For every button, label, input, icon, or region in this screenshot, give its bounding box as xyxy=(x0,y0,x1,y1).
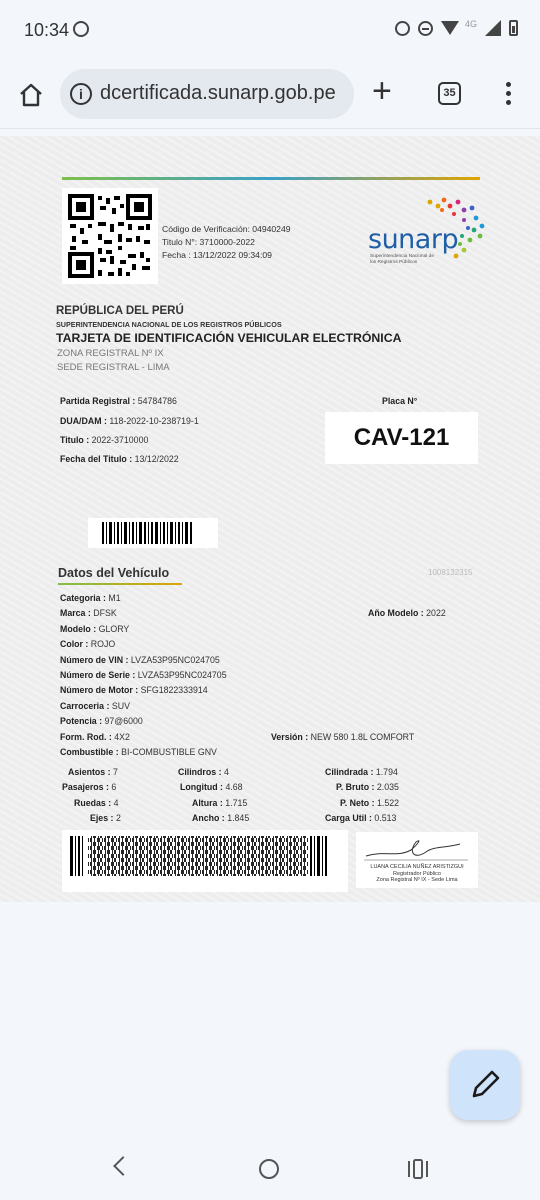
vehicle-serie xyxy=(60,670,227,680)
carga-value: 0.513 xyxy=(374,813,397,823)
url-text: dcertificada.sunarp.gob.pe xyxy=(100,82,336,104)
barcode-pdf417 xyxy=(62,830,348,892)
new-tab-icon[interactable]: + xyxy=(372,72,392,110)
home-circle-icon[interactable] xyxy=(259,1159,279,1179)
sunarp-logo-word: sunarp xyxy=(368,224,459,255)
vehicle-cilindrada xyxy=(325,767,398,777)
wifi-icon xyxy=(441,21,459,35)
ruedas-label: Ruedas : xyxy=(74,798,112,808)
sunarp-logo-subtitle: Superintendencia Nacional de los Registros Públicos xyxy=(370,254,435,265)
potencia-label: Potencia : xyxy=(60,716,103,726)
pasajeros-value: 6 xyxy=(111,782,117,792)
carroceria-label: Carroceria : xyxy=(60,701,110,711)
modelo-value: GLORY xyxy=(98,624,130,634)
vehicle-color xyxy=(60,639,115,649)
verification-code: Código de Verificación: 04940249 xyxy=(162,224,291,234)
status-time: 10:34 xyxy=(24,20,70,40)
vehicle-marca xyxy=(60,608,117,618)
combustible-label: Combustible : xyxy=(60,747,119,757)
vehicle-carroceria xyxy=(60,701,130,711)
do-not-disturb-icon xyxy=(418,21,433,36)
back-icon[interactable] xyxy=(113,1156,133,1176)
vehicle-combustible xyxy=(60,747,217,757)
titulo-label: Titulo : xyxy=(60,435,90,445)
signature-text xyxy=(360,864,474,884)
battery-icon xyxy=(509,20,518,36)
vehicle-asientos xyxy=(68,767,118,777)
cilindros-value: 4 xyxy=(223,767,229,777)
edit-fab-button[interactable] xyxy=(450,1050,520,1120)
signer-zone: Zona Registral Nº IX - Sede Lima xyxy=(376,877,458,883)
anio-value: 2022 xyxy=(426,608,446,618)
color-value: ROJO xyxy=(90,639,116,649)
status-icons xyxy=(395,20,518,36)
vehicle-section-title: Datos del Vehículo xyxy=(58,566,170,580)
asientos-label: Asientos : xyxy=(68,767,111,777)
alarm-icon xyxy=(395,21,410,36)
partida-label: Partida Registral : xyxy=(60,396,136,406)
longitud-label: Longitud : xyxy=(180,782,223,792)
carga-label: Carga Util : xyxy=(325,813,372,823)
vehicle-longitud xyxy=(180,782,243,792)
qr-code xyxy=(62,188,158,284)
color-stripe xyxy=(62,177,480,180)
marca-label: Marca : xyxy=(60,608,91,618)
vehicle-ancho xyxy=(192,813,249,823)
vehicle-altura xyxy=(192,798,247,808)
pbruto-label: P. Bruto : xyxy=(336,782,375,792)
color-label: Color : xyxy=(60,639,89,649)
formrod-value: 4X2 xyxy=(114,732,130,742)
section-underline xyxy=(58,583,182,585)
vehicle-modelo xyxy=(60,624,129,634)
dua-dam xyxy=(60,416,199,426)
vehicle-peso-bruto xyxy=(336,782,399,792)
dua-value: 118-2022-10-238719-1 xyxy=(109,416,199,426)
ejes-label: Ejes : xyxy=(90,813,114,823)
document-title: TARJETA DE IDENTIFICACIÓN VEHICULAR ELECTRÓNICA xyxy=(56,331,402,345)
altura-value: 1.715 xyxy=(225,798,248,808)
tab-switcher-button[interactable]: 35 xyxy=(438,82,461,105)
anio-label: Año Modelo : xyxy=(368,608,424,618)
vehicle-potencia xyxy=(60,716,143,726)
placa-label: Placa N° xyxy=(382,396,418,406)
vin-label: Número de VIN : xyxy=(60,655,129,665)
ancho-value: 1.845 xyxy=(227,813,250,823)
status-bar xyxy=(0,0,540,62)
ancho-label: Ancho : xyxy=(192,813,225,823)
serie-label: Número de Serie : xyxy=(60,670,136,680)
signer-role: Registrador Público xyxy=(393,870,441,877)
verification-block xyxy=(162,223,291,262)
sede-line: SEDE REGISTRAL - LIMA xyxy=(57,362,170,373)
categoria-value: M1 xyxy=(108,593,121,603)
barcode-small xyxy=(88,518,218,548)
system-nav-bar xyxy=(0,1140,540,1200)
overflow-menu-icon[interactable] xyxy=(506,82,512,109)
vehicle-pasajeros xyxy=(62,782,116,792)
signal-icon xyxy=(485,20,501,36)
ejes-value: 2 xyxy=(115,813,121,823)
vehicle-form-rod xyxy=(60,732,130,742)
carroceria-value: SUV xyxy=(111,701,130,711)
cilindros-label: Cilindros : xyxy=(178,767,222,777)
fecha-value: 13/12/2022 xyxy=(134,454,179,464)
vehicle-vin xyxy=(60,655,220,665)
placa-value: CAV-121 xyxy=(325,412,478,464)
partida-registral xyxy=(60,396,177,406)
address-bar[interactable] xyxy=(60,69,354,119)
info-icon[interactable]: i xyxy=(70,83,92,105)
network-type: 4G xyxy=(464,19,477,29)
serie-value: LVZA53P95NC024705 xyxy=(137,670,227,680)
zona-line: ZONA REGISTRAL Nº IX xyxy=(57,348,164,359)
pasajeros-label: Pasajeros : xyxy=(62,782,109,792)
vehicle-ruedas xyxy=(74,798,119,808)
modelo-label: Modelo : xyxy=(60,624,97,634)
vin-value: LVZA53P95NC024705 xyxy=(130,655,220,665)
recent-apps-icon[interactable] xyxy=(407,1159,429,1179)
ruedas-value: 4 xyxy=(113,798,119,808)
registrar-signature xyxy=(356,832,478,888)
cilindrada-label: Cilindrada : xyxy=(325,767,374,777)
verification-title-no: Titulo N°: 3710000-2022 xyxy=(162,237,255,247)
home-icon[interactable] xyxy=(18,82,44,108)
signature-scribble xyxy=(356,832,478,866)
vehicle-cilindros xyxy=(178,767,229,777)
vehicle-motor xyxy=(60,685,208,695)
formrod-label: Form. Rod. : xyxy=(60,732,112,742)
browser-toolbar xyxy=(0,62,540,129)
vehicle-peso-neto xyxy=(340,798,399,808)
whatsapp-icon xyxy=(73,21,89,37)
pneto-label: P. Neto : xyxy=(340,798,375,808)
dua-label: DUA/DAM : xyxy=(60,416,107,426)
sunarp-logo xyxy=(368,196,486,266)
titulo-value: 2022-3710000 xyxy=(91,435,149,445)
version-label: Versión : xyxy=(271,732,309,742)
cilindrada-value: 1.794 xyxy=(375,767,398,777)
pbruto-value: 2.035 xyxy=(376,782,399,792)
vehicle-version xyxy=(271,732,414,742)
sunarp-full-name: SUPERINTENDENCIA NACIONAL DE LOS REGISTROS PÚBLICOS xyxy=(56,320,282,329)
pneto-value: 1.522 xyxy=(377,798,400,808)
vehicle-carga-util xyxy=(325,813,396,823)
zona-registral xyxy=(57,347,170,375)
combustible-value: BI-COMBUSTIBLE GNV xyxy=(121,747,217,757)
signer-name: LUANA CECILIA NUÑEZ ARISTIZGUI xyxy=(370,864,464,870)
marca-value: DFSK xyxy=(93,608,117,618)
categoria-label: Categoria : xyxy=(60,593,106,603)
document-serial: 1008132315 xyxy=(428,568,473,577)
altura-label: Altura : xyxy=(192,798,223,808)
fecha-label: Fecha del Titulo : xyxy=(60,454,133,464)
motor-label: Número de Motor : xyxy=(60,685,139,695)
vehicle-categoria xyxy=(60,593,121,603)
titulo xyxy=(60,435,148,445)
republica-heading: REPÚBLICA DEL PERÚ xyxy=(56,305,184,317)
asientos-value: 7 xyxy=(112,767,118,777)
verification-date: Fecha : 13/12/2022 09:34:09 xyxy=(162,250,272,260)
version-value: NEW 580 1.8L COMFORT xyxy=(310,732,415,742)
certificate-document xyxy=(0,136,540,902)
fecha-titulo xyxy=(60,454,179,464)
partida-value: 54784786 xyxy=(137,396,177,406)
vehicle-anio-modelo xyxy=(368,608,446,618)
vehicle-ejes xyxy=(90,813,121,823)
motor-value: SFG1822333914 xyxy=(140,685,208,695)
longitud-value: 4.68 xyxy=(225,782,243,792)
potencia-value: 97@6000 xyxy=(104,716,143,726)
edit-pencil-icon xyxy=(450,1050,520,1120)
